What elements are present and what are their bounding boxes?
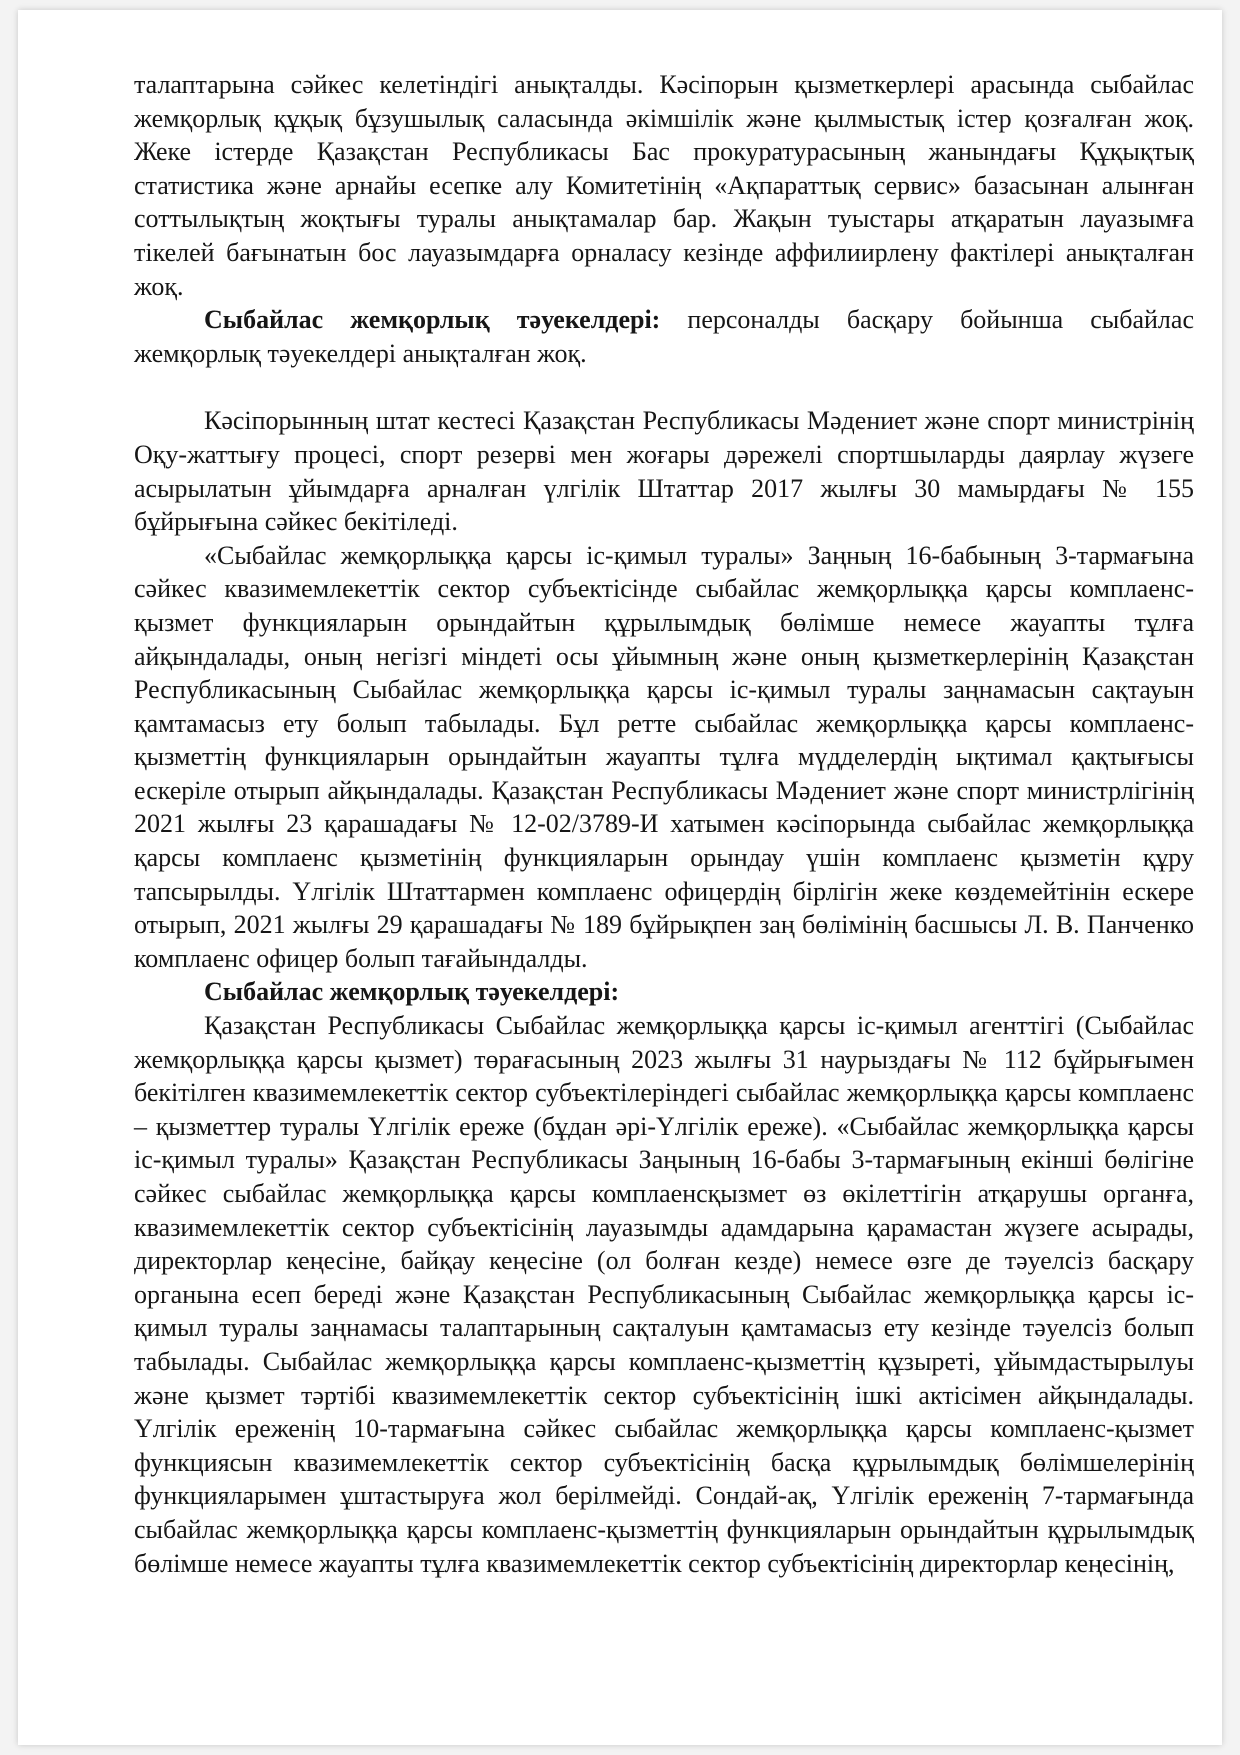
paragraph-gap <box>134 370 1194 404</box>
section-heading-risks: Сыбайлас жемқорлық тәуекелдері: <box>204 977 620 1007</box>
risk-label: Сыбайлас жемқорлық тәуекелдері: <box>204 305 661 335</box>
paragraph-model-regulation: Қазақстан Республикасы Сыбайлас жемқорлыққа қарсы іс-қимыл агенттігі (Сыбайлас жемқорлыққа қарсы қызмет) төрағасының 2023 жылғы 31 наурыздағы № 112 бұйрығымен бекітілген квазимемлекеттік сектор субъектілеріндегі сыбайлас жемқорлыққа қарсы комплаенс – қызметтер туралы Үлгілік ереже (бұдан әрі-Үлгілік ереже). «Сыбайлас жемқорлыққа қарсы іс-қимыл туралы» Қазақстан Республикасы Заңының 16-бабы 3-тармағының екінші бөлігіне сәйкес сыбайлас жемқорлыққа қарсы комплаенсқызмет өз өкілеттігін атқарушы органға, квазимемлекеттік сектор субъектісінің лауазымды адамдарына қарамастан жүзеге асырады, директорлар кеңесіне, байқау кеңесіне (ол болған кезде) немесе өзге де тәуелсіз басқару органына есеп береді және Қазақстан Республикасының Сыбайлас жемқорлыққа қарсы іс-қимыл туралы заңнамасы талаптарының сақталуын қамтамасыз ету кезінде тәуелсіз болып табылады. Сыбайлас жемқорлыққа қарсы комплаенс-қызметтің құзыреті, ұйымдастырылуы және қызмет тәртібі квазимемлекеттік сектор субъектісінің ішкі актісімен айқындалады. Үлгілік ереженің 10-тармағына сәйкес сыбайлас жемқорлыққа қарсы комплаенс-қызмет функциясын квазимемлекеттік сектор субъектісінің басқа құрылымдық бөлімшелерінің функцияларымен ұштастыруға жол берілмейді. Сондай-ақ, Үлгілік ереженің 7-тармағында сыбайлас жемқорлыққа қарсы комплаенс-қызметтің функцияларын орындайтын құрылымдық бөлімше немесе жауапты тұлға квазимемлекеттік сектор субъектісінің директорлар кеңесінің, <box>134 1011 1194 1578</box>
paragraph-continued: талаптарына сәйкес келетіндігі анықталды. Кәсіпорын қызметкерлері арасында сыбайлас жемқорлық құқық бұзушылық саласында әкімшілік және қылмыстық істер қозғалған жоқ. Жеке істерде Қазақстан Республикасы Бас прокуратурасының жанындағы Құқықтық статистика және арнайы есепке алу Комитетінің «Ақпараттық сервис» базасынан алынған соттылықтың жоқтығы туралы анықтамалар бар. Жақын туыстары атқаратын лауазымға тікелей бағынатын бос лауазымдарға орналасу кезінде аффилиирлену фактілері анықталған жоқ. <box>134 70 1194 301</box>
risk-text: персоналды басқару бойынша сыбайлас жемқорлық тәуекелдері анықталған жоқ. <box>134 305 1194 368</box>
paragraph-compliance-law: «Сыбайлас жемқорлыққа қарсы іс-қимыл туралы» Заңның 16-бабының 3-тармағына сәйкес квазимемлекеттік сектор субъектісінде сыбайлас жемқорлыққа қарсы комплаенс-қызмет функцияларын орындайтын құрылымдық бөлімше немесе жауапты тұлға айқындалады, оның негізгі міндеті осы ұйымның және оның қызметкерлерінің Қазақстан Республикасының Сыбайлас жемқорлыққа қарсы іс-қимыл туралы заңнамасын сақтауын қамтамасыз ету болып табылады. Бұл ретте сыбайлас жемқорлыққа қарсы комплаенс-қызметтің функцияларын орындайтын жауапты тұлға мүдделердің ықтимал қақтығысы ескеріле отырып айқындалады. Қазақстан Республикасы Мәдениет және спорт министрлігінің 2021 жылғы 23 қарашадағы № 12-02/3789-И хатымен кәсіпорында сыбайлас жемқорлыққа қарсы комплаенс қызметінің функцияларын орындау үшін комплаенс қызметін құру тапсырылды. Үлгілік Штаттармен комплаенс офицердің бірлігін жеке көздемейтінін ескере отырып, 2021 жылғы 29 қарашадағы № 189 бұйрықпен заң бөлімінің басшысы Л. В. Панченко комплаенс офицер болып тағайындалды. <box>134 540 1194 973</box>
document-body <box>134 68 1194 1580</box>
paragraph-risks-personnel <box>134 303 1194 370</box>
document-page <box>18 10 1222 1745</box>
paragraph-staff-schedule: Кәсіпорынның штат кестесі Қазақстан Республикасы Мәдениет және спорт министрінің Оқу-жаттығу процесі, спорт резерві мен жоғары дәрежелі спортшыларды даярлау жүзеге асырылатын ұйымдарға арналған үлгілік Штаттар 2017 жылғы 30 мамырдағы № 155 бұйрығына сәйкес бекітіледі. <box>134 406 1194 537</box>
